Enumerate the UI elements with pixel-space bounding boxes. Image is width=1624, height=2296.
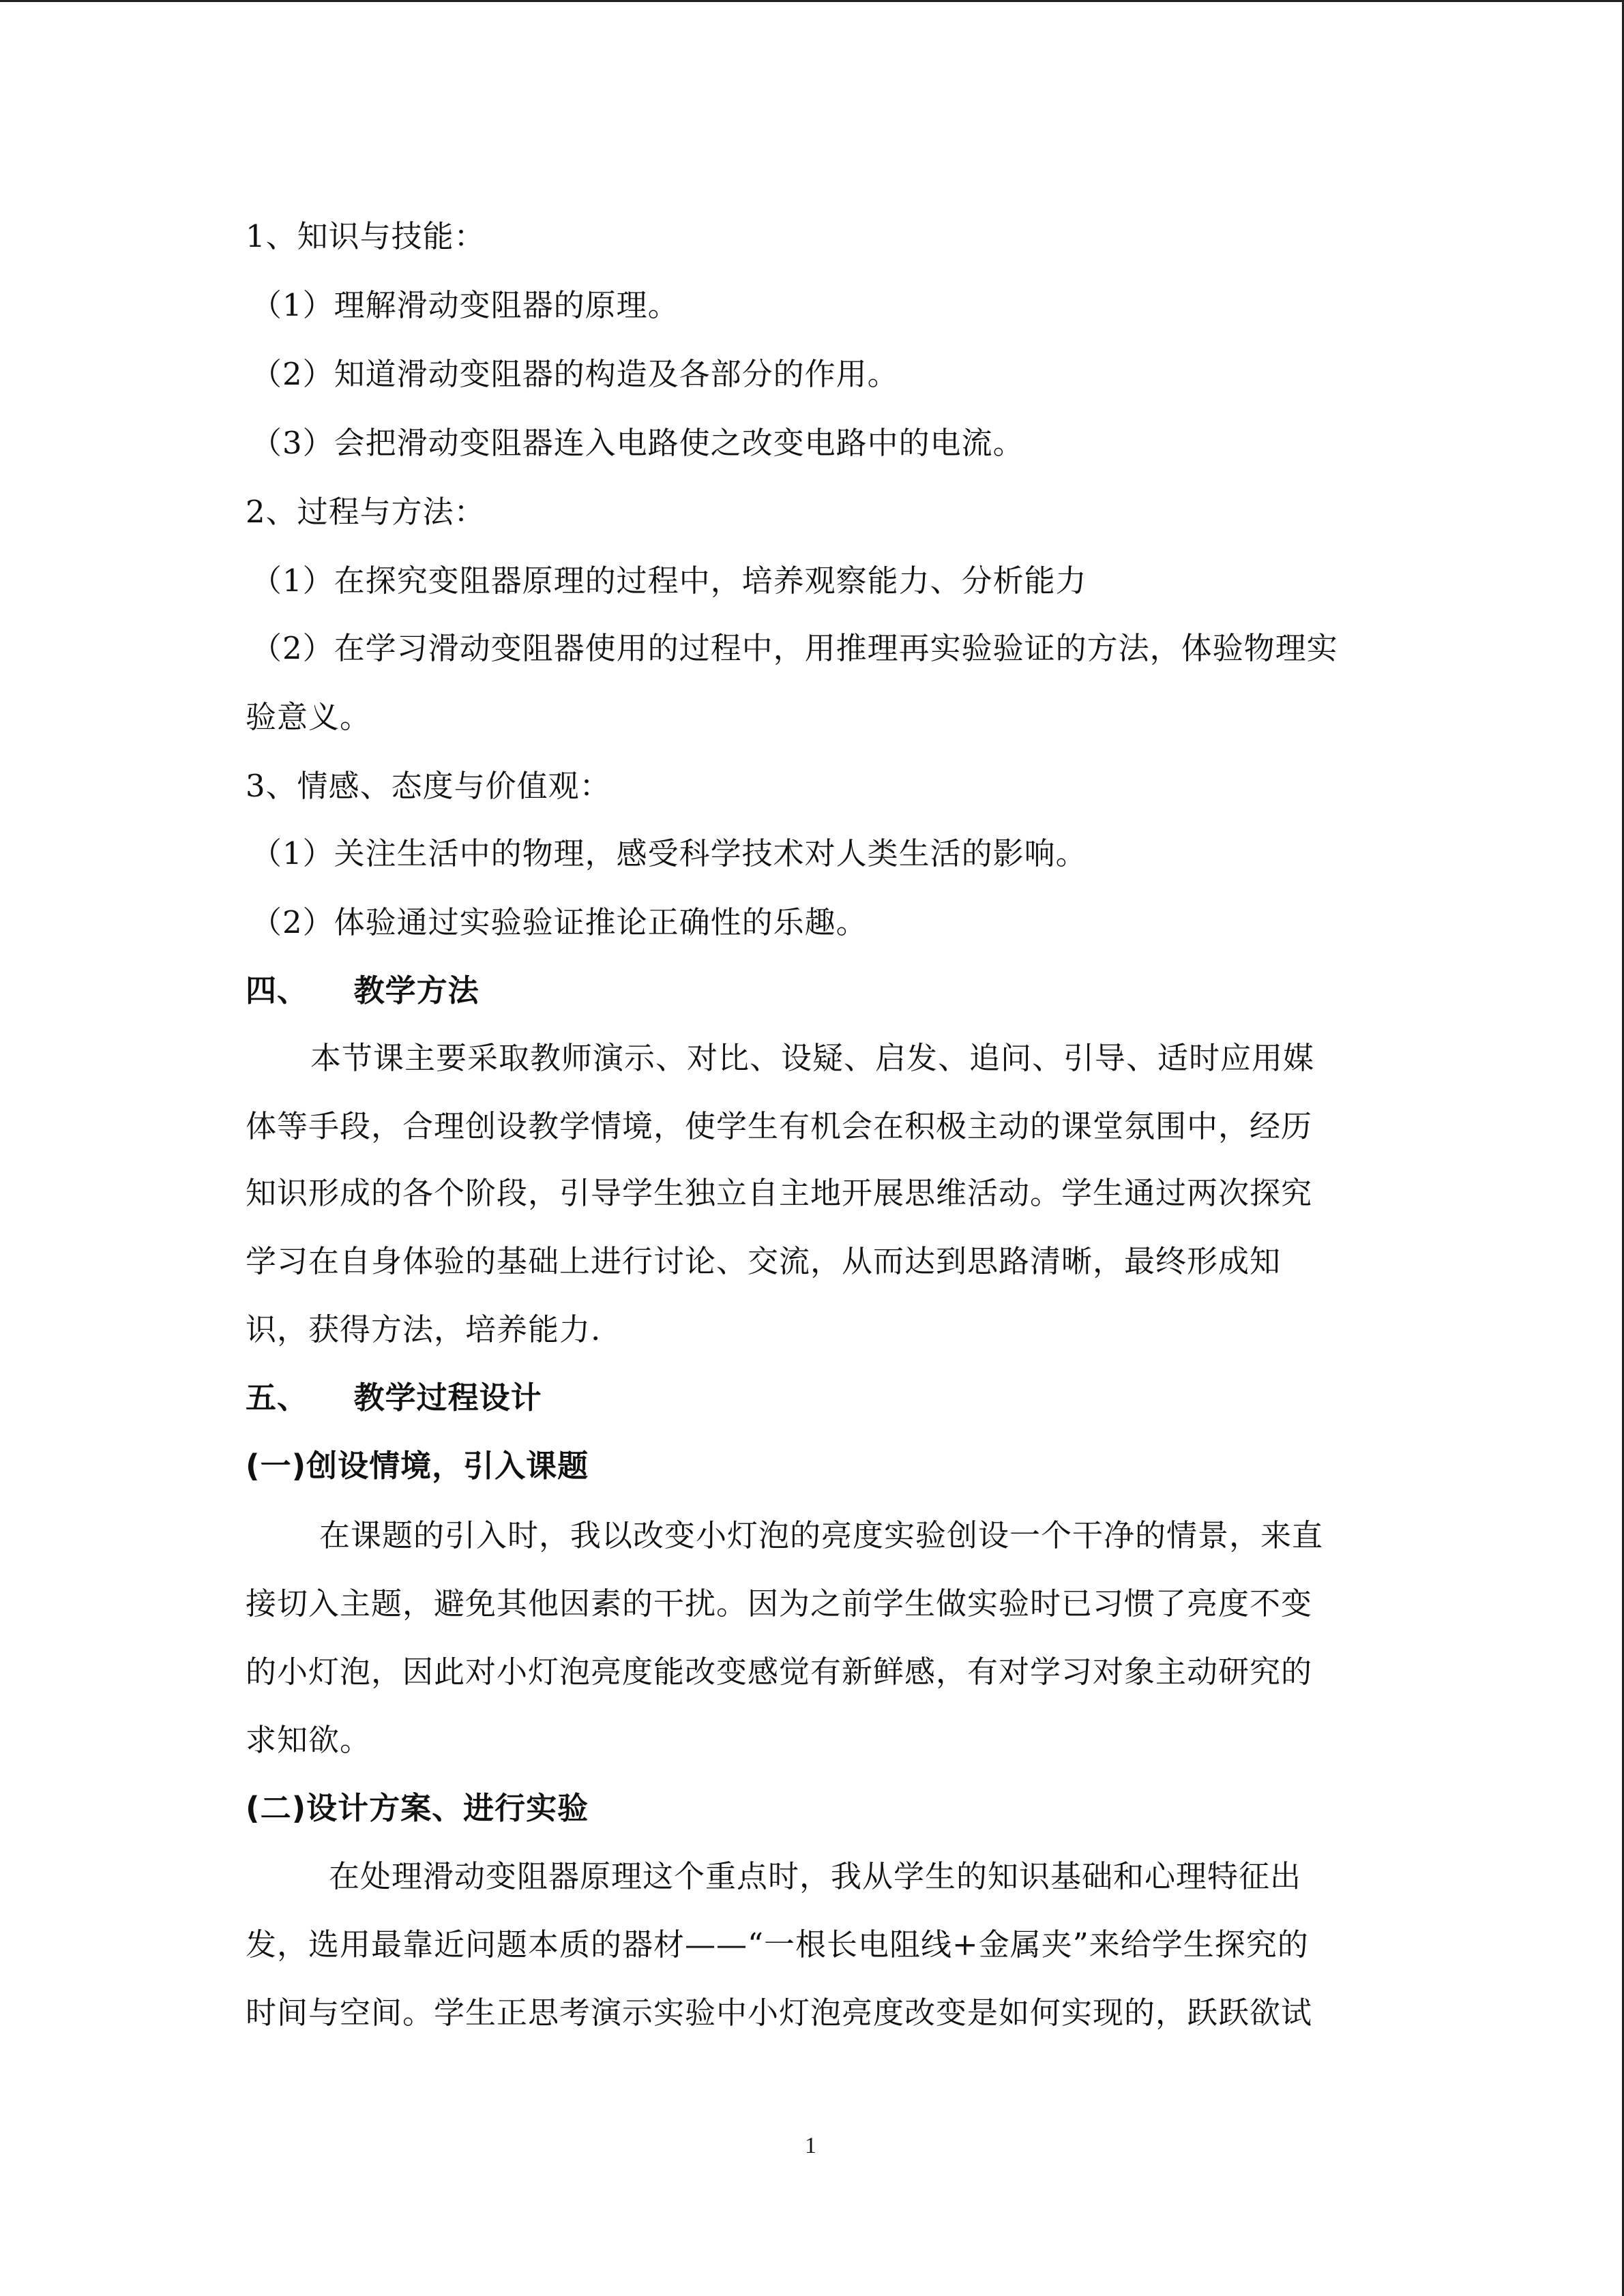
paragraph-line: （1）在探究变阻器原理的过程中，培养观察能力、分析能力 [251,563,1087,599]
paragraph-line: 发，选用最靠近问题本质的器材——“一根长电阻线+金属夹”来给学生探究的 [246,1926,1309,1963]
subheading-design-experiment: (二)设计方案、进行实验 [246,1790,589,1826]
paragraph-line: 学习在自身体验的基础上进行讨论、交流，从而达到思路清晰，最终形成知 [246,1243,1282,1279]
paragraph-line: （2）知道滑动变阻器的构造及各部分的作用。 [251,356,899,392]
paragraph-line: 求知欲。 [246,1722,372,1758]
heading-teaching-process: 五、 教学过程设计 [246,1380,542,1416]
paragraph-line: 识，获得方法，培养能力. [246,1311,602,1347]
section-heading-process: 2、过程与方法： [246,494,486,530]
paragraph-line: （2）体验通过实验验证推论正确性的乐趣。 [251,904,868,940]
paragraph-line: 的小灯泡，因此对小灯泡亮度能改变感觉有新鲜感，有对学习对象主动研究的 [246,1654,1313,1690]
paragraph-line: 接切入主题，避免其他因素的干扰。因为之前学生做实验时已习惯了亮度不变 [246,1585,1313,1622]
paragraph-line: 验意义。 [246,699,372,735]
paragraph-line: 本节课主要采取教师演示、对比、设疑、启发、追问、引导、适时应用媒 [310,1040,1315,1076]
paragraph-line: （2）在学习滑动变阻器使用的过程中，用推理再实验验证的方法，体验物理实 [251,630,1338,666]
paragraph-line: （1）理解滑动变阻器的原理。 [251,287,679,323]
paragraph-line: 在课题的引入时，我以改变小灯泡的亮度实验创设一个干净的情景，来直 [319,1517,1324,1553]
paragraph-line: 知识形成的各个阶段，引导学生独立自主地开展思维活动。学生通过两次探究 [246,1175,1313,1211]
heading-teaching-methods: 四、 教学方法 [246,972,479,1009]
paragraph-line: （3）会把滑动变阻器连入电路使之改变电路中的电流。 [251,425,1024,461]
paragraph-line: 在处理滑动变阻器原理这个重点时，我从学生的知识基础和心理特征出 [329,1858,1302,1894]
page-border-top [0,0,1624,2]
paragraph-line: （1）关注生活中的物理，感受科学技术对人类生活的影响。 [251,835,1087,871]
paragraph-line: 时间与空间。学生正思考演示实验中小灯泡亮度改变是如何实现的，跃跃欲试 [246,1995,1313,2031]
paragraph-line: 体等手段，合理创设教学情境，使学生有机会在积极主动的课堂氛围中，经历 [246,1108,1313,1144]
page-number: 1 [805,2133,816,2158]
subheading-create-situation: (一)创设情境，引入课题 [246,1448,589,1484]
section-heading-values: 3、情感、态度与价值观： [246,768,611,804]
section-heading-knowledge: 1、知识与技能： [246,218,486,254]
